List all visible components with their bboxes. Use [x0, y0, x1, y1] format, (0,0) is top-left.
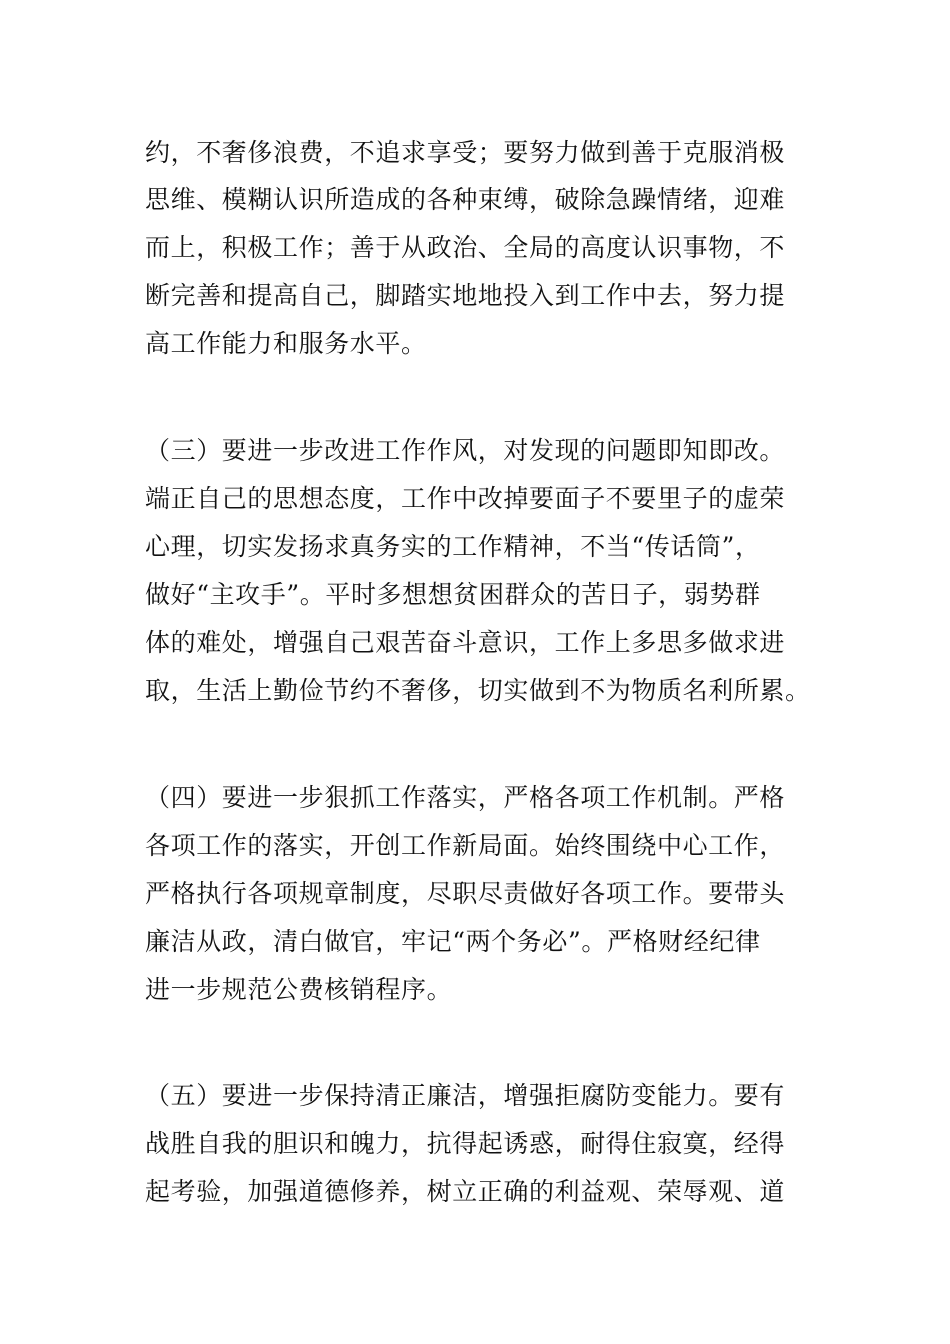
section-heading-line: （三）要进一步改进工作作风，对发现的问题即知即改。 [145, 436, 786, 465]
section-heading-line: （四）要进一步狠抓工作落实，严格各项工作机制。严格 [145, 783, 786, 812]
text-line: 断完善和提高自己，脚踏实地地投入到工作中去，努力提 [145, 281, 786, 310]
text-line: 各项工作的落实，开创工作新局面。始终围绕中心工作， [145, 831, 786, 860]
text-line: 思维、模糊认识所造成的各种束缚，破除急躁情绪，迎难 [145, 185, 786, 214]
text-line: 端正自己的思想态度，工作中改掉要面子不要里子的虚荣 [145, 484, 786, 513]
text-line: 约，不奢侈浪费，不追求享受；要努力做到善于克服消极 [145, 138, 786, 167]
text-line: 战胜自我的胆识和魄力，抗得起诱惑，耐得住寂寞，经得 [145, 1129, 786, 1158]
text-line: 起考验，加强道德修养，树立正确的利益观、荣辱观、道 [145, 1177, 786, 1206]
text-line: 严格执行各项规章制度，尽职尽责做好各项工作。要带头 [145, 879, 786, 908]
text-line: 高工作能力和服务水平。 [145, 329, 427, 358]
section-heading-line: （五）要进一步保持清正廉洁，增强拒腐防变能力。要有 [145, 1081, 786, 1110]
text-line: 心理，切实发扬求真务实的工作精神，不当“传话筒”， [145, 532, 761, 561]
text-line: 体的难处，增强自己艰苦奋斗意识，工作上多思多做求进 [145, 628, 786, 657]
text-line: 进一步规范公费核销程序。 [145, 975, 453, 1004]
text-line: 取，生活上勤俭节约不奢侈，切实做到不为物质名利所累。 [145, 676, 811, 705]
text-line: 做好“主攻手”。平时多想想贫困群众的苦日子，弱势群 [145, 580, 761, 609]
text-line: 而上，积极工作；善于从政治、全局的高度认识事物，不 [145, 233, 786, 262]
text-line: 廉洁从政，清白做官，牢记“两个务必”。严格财经纪律 [145, 927, 761, 956]
